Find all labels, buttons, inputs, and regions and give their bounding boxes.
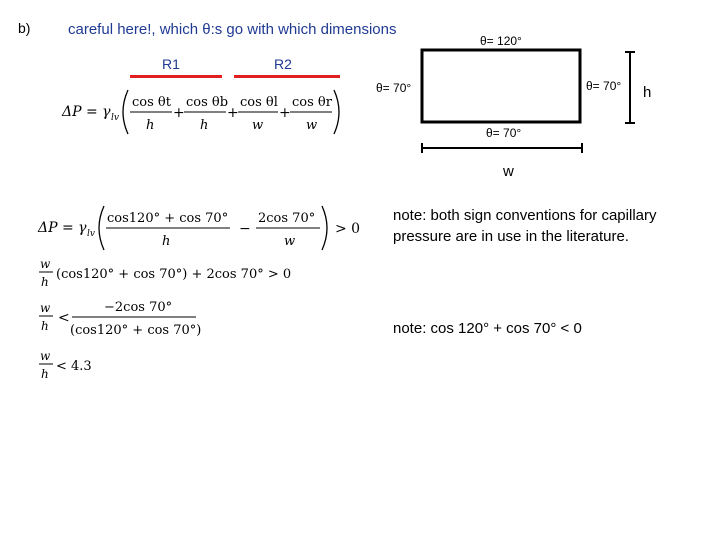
theta-bottom-label: θ= 70° <box>486 126 522 140</box>
theta-top-label: θ= 120° <box>480 34 522 48</box>
eq1-paren-right <box>334 90 339 134</box>
theta-right-label: θ= 70° <box>586 79 622 93</box>
eq2-lhs: ΔP = γ <box>38 220 87 236</box>
header-text: careful here!, which θ:s go with which dimensions <box>68 21 397 38</box>
r2-underline <box>234 75 340 78</box>
eq2-paren-right <box>322 206 327 250</box>
equation-3 <box>36 254 336 294</box>
eq2-den-1: h <box>162 234 171 249</box>
equation-1 <box>56 84 356 140</box>
h-label: h <box>643 84 652 101</box>
eq2-paren-left <box>99 206 104 250</box>
eq1-lhs: ΔP = γ <box>62 104 111 120</box>
eq5-rhs: < 4.3 <box>56 359 92 374</box>
w-label: w <box>503 163 514 180</box>
r1-underline <box>130 75 222 78</box>
theta-left-label: θ= 70° <box>376 81 412 95</box>
eq1-den-1: h <box>146 118 155 133</box>
note-cos-sum: note: cos 120° + cos 70° < 0 <box>393 320 582 337</box>
eq1-gamma-sub: lv <box>111 113 119 123</box>
eq3-body: (cos120° + cos 70°) + 2cos 70° > 0 <box>56 267 292 282</box>
eq2-rhs: > 0 <box>335 221 361 237</box>
eq2-minus: − <box>239 221 251 237</box>
eq3-frac-num: w <box>40 257 51 271</box>
r2-label: R2 <box>274 56 292 72</box>
eq1-den-3: w <box>252 118 264 133</box>
eq1-den-2: h <box>200 118 209 133</box>
equation-4 <box>36 294 336 342</box>
eq1-plus-1: + <box>173 105 185 121</box>
part-label: b) <box>18 20 31 36</box>
eq4-den: (cos120° + cos 70°) <box>70 323 202 338</box>
equation-2 <box>34 200 361 256</box>
note-sign-conventions: note: both sign conventions for capillary pressure are in use in the literature. <box>393 207 657 245</box>
eq2-num-1: cos120° + cos 70° <box>107 211 229 226</box>
eq2-gamma-sub: lv <box>87 229 95 239</box>
eq1-t1-num: cos θt <box>132 95 171 110</box>
eq4-frac-num: w <box>40 301 51 315</box>
eq4-num: −2cos 70° <box>104 300 173 315</box>
capillary-diagram <box>360 26 680 186</box>
eq4-frac-den: h <box>41 319 49 333</box>
eq3-frac-den: h <box>41 275 49 289</box>
eq2-num-2: 2cos 70° <box>258 211 316 226</box>
eq1-plus-2: + <box>227 105 239 121</box>
eq5-frac-num: w <box>40 349 51 363</box>
eq1-t2-num: cos θb <box>186 95 229 110</box>
equation-5 <box>36 346 156 386</box>
channel-rectangle <box>422 50 580 122</box>
eq1-den-4: w <box>306 118 318 133</box>
eq1-t4-num: cos θr <box>292 95 332 110</box>
eq2-den-2: w <box>284 234 296 249</box>
eq1-paren-left <box>123 90 128 134</box>
eq4-lt: < <box>58 310 70 326</box>
r1-label: R1 <box>162 56 180 72</box>
eq1-plus-3: + <box>279 105 291 121</box>
eq1-t3-num: cos θl <box>240 95 278 110</box>
eq5-frac-den: h <box>41 367 49 381</box>
